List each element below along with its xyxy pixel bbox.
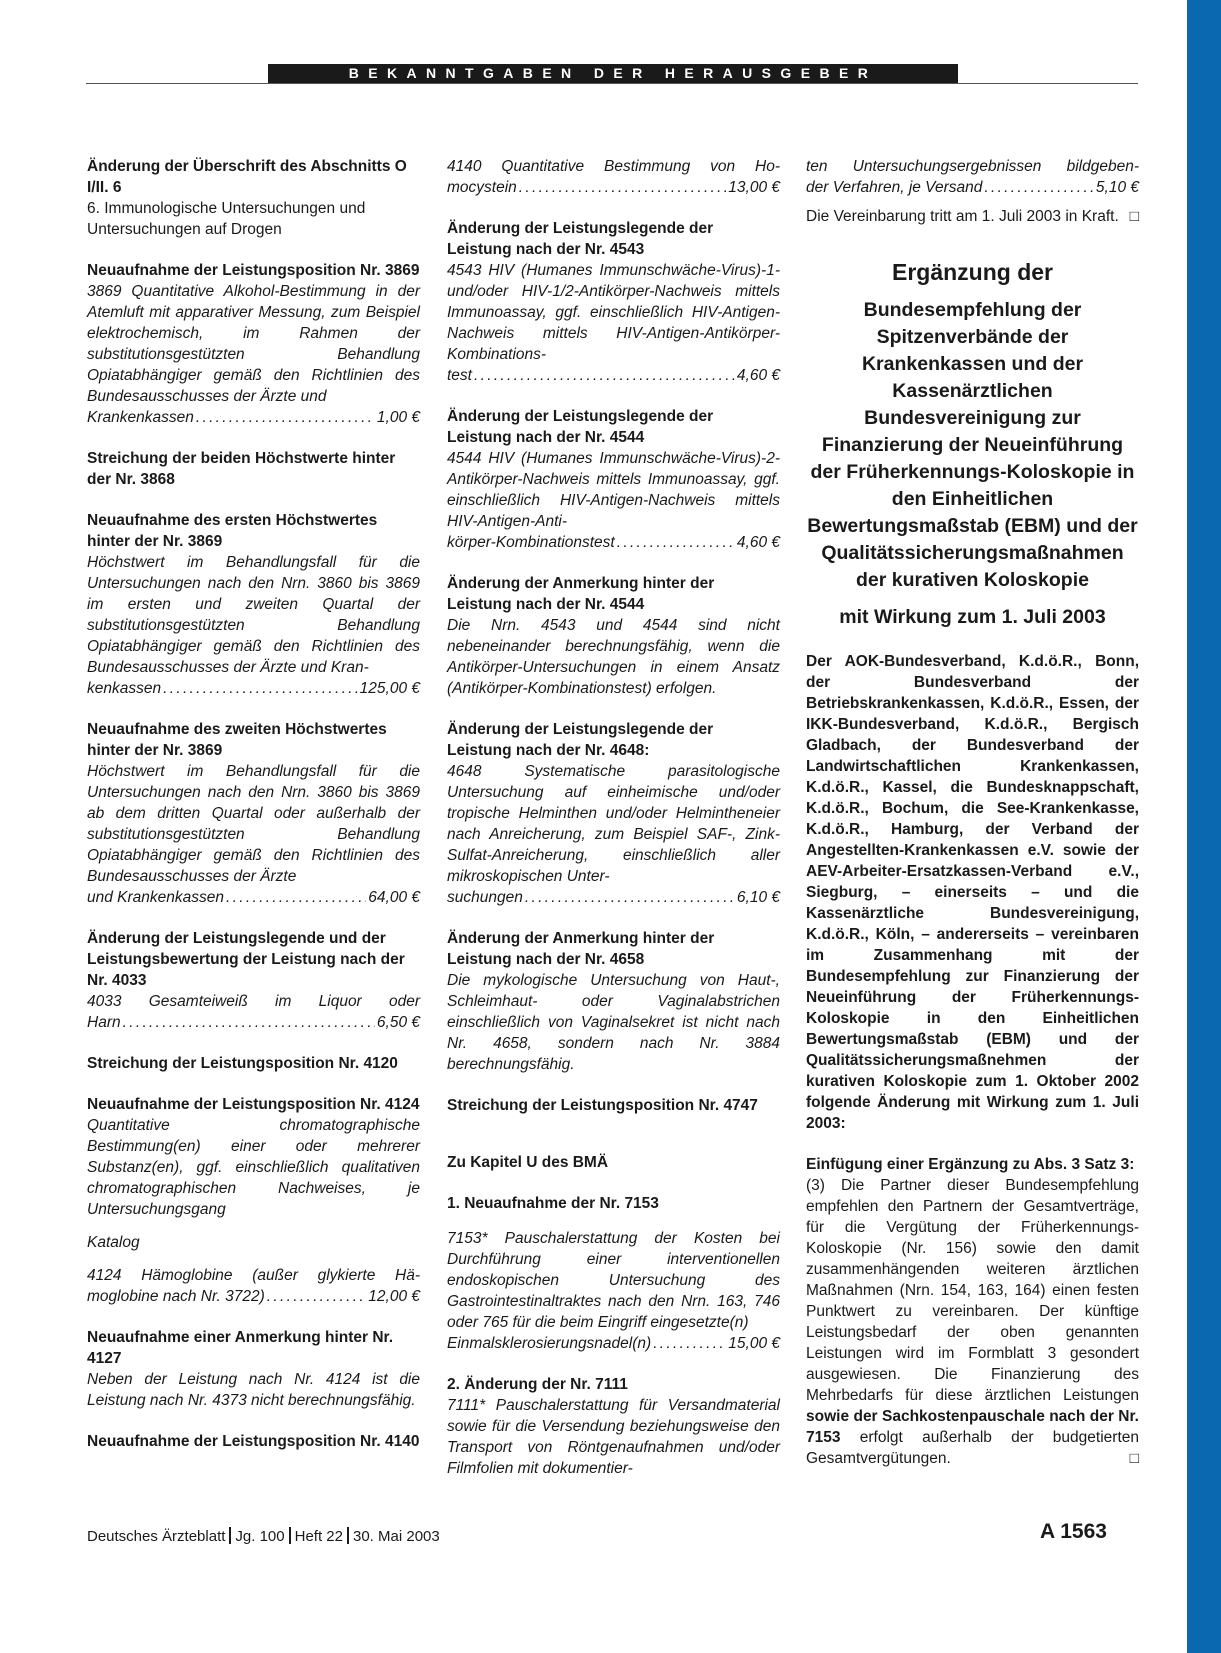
section-text: 4033 Gesamteiweiß im Liquor oder bbox=[87, 993, 420, 1010]
section-heading: 1. Neuaufnahme der Nr. 7153 bbox=[447, 1195, 659, 1212]
article-date-line: mit Wirkung zum 1. Juli 2003 bbox=[839, 606, 1106, 628]
article-subtitle: Bundesempfehlung der Spitzenverbände der Krankenkassen und der Kassenärztlichen Bundesvereinigung zur Finanzierung der Neueinführung der Früherkennungs-Koloskopie in den Einheitlichen Bewertungsmaßstab (EBM) und der Qualitätssicherungsmaßnahmen der kurativen Koloskopie bbox=[807, 299, 1138, 591]
price-line: Einmalsklerosierungsnadel(n) . . . 15,00 € bbox=[447, 1333, 780, 1354]
column-1 bbox=[87, 156, 420, 1452]
price-line: moglobine nach Nr. 3722) . . . 12,00 € bbox=[87, 1286, 420, 1307]
price-line: test . . . 4,60 € bbox=[447, 365, 780, 386]
section-text: 4543 HIV (Humanes Immunschwäche-Virus)-1- und/oder HIV-1/2-Antikörper-Nachweis mittels Immunoassay, ggf. einschließlich HIV-Antigen-Nachweis mittels HIV-Antigen-Antikörper-Kombinations- bbox=[447, 262, 780, 363]
section-heading: Änderung der Leistungslegende der Leistung nach der Nr. 4648: bbox=[447, 721, 714, 759]
section-text: 4124 Hämoglobine (außer glykierte Hä- bbox=[87, 1267, 420, 1284]
section-heading: Neuaufnahme der Leistungsposition Nr. 4140 bbox=[87, 1433, 420, 1450]
price-line: mocystein . . . 13,00 € bbox=[447, 177, 780, 198]
section-text: Die Nrn. 4543 und 4544 sind nicht nebeneinander berechnungsfähig, wenn die Antikörper-Untersuchungen in einem Ansatz (Antikörper-Kombinationstest) erfolgen. bbox=[447, 617, 780, 697]
footer-separator bbox=[229, 1527, 231, 1544]
price-line: kenkassen . . . 125,00 € bbox=[87, 678, 420, 699]
footer-separator bbox=[289, 1527, 291, 1544]
agreement-paragraph: Der AOK-Bundesverband, K.d.ö.R., Bonn, der Bundesverband der Betriebskrankenkassen, K.d.ö.R., Essen, der IKK-Bundesverband, K.d.ö.R., Bergisch Gladbach, der Bundesverband der Landwirtschaftlichen Krankenkassen, K.d.ö.R., Kassel, die Bundesknappschaft, K.d.ö.R., Bochum, die See-Krankenkasse, K.d.ö.R., Hamburg, der Verband der Angestellten-Krankenkassen e.V. sowie der AEV-Arbeiter-Ersatzkassen-Verband e.V., Siegburg, – einerseits – und die Kassenärztliche Bundesvereinigung, K.d.ö.R., Köln, – andererseits – vereinbaren im Zusammenhang mit der Bundesempfehlung zur Finanzierung der Neueinführung der Früherkennungs-Koloskopie in den Einheitlichen Bewertungsmaßstab (EBM) und der Qualitätssicherungsmaßnehmen der kurativen Koloskopie zum 1. Oktober 2002 folgende Änderung mit Wirkung zum 1. Juli 2003: bbox=[806, 653, 1139, 1132]
section-text: ten Untersuchungsergebnissen bildgeben- bbox=[806, 158, 1139, 175]
section-header-band: BEKANNTGABEN DER HERAUSGEBER bbox=[268, 64, 958, 83]
journal-name: Deutsches Ärzteblatt bbox=[87, 1528, 226, 1545]
section-heading: Änderung der Anmerkung hinter der Leistung nach der Nr. 4658 bbox=[447, 930, 715, 968]
chapter-heading: Zu Kapitel U des BMÄ bbox=[447, 1154, 609, 1171]
section-heading: Änderung der Leistungslegende der Leistung nach der Nr. 4543 bbox=[447, 220, 714, 258]
effective-date-text: Die Vereinbarung tritt am 1. Juli 2003 in Kraft. □ bbox=[806, 208, 1139, 225]
section-heading: Änderung der Leistungslegende der Leistung nach der Nr. 4544 bbox=[447, 408, 714, 446]
column-2 bbox=[447, 156, 780, 1479]
section-heading: Änderung der Überschrift des Abschnitts O I/II. 6 bbox=[87, 158, 407, 196]
section-text: Höchstwert im Behandlungsfall für die Untersuchungen nach den Nrn. 3860 bis 3869 ab dem dritten Quartal oder außerhalb der substitutionsgestützten Behandlung Opiatabhängiger gemäß den Richtlinien des Bundesausschusses der Ärzte bbox=[87, 763, 420, 885]
section-text: Quantitative chromatographische Bestimmung(en) einer oder mehrerer Substanz(en), ggf. einschließlich qualitativen chromatographischen Nachweises, je Untersuchungsgang bbox=[87, 1117, 420, 1218]
price-line: körper-Kombinationstest . . . 4,60 € bbox=[447, 532, 780, 553]
section-heading: Einfügung einer Ergänzung zu Abs. 3 Satz 3: bbox=[806, 1156, 1135, 1173]
section-heading: Neuaufnahme einer Anmerkung hinter Nr. 4127 bbox=[87, 1329, 394, 1367]
end-mark-icon: □ bbox=[1129, 208, 1139, 225]
section-text: 7111* Pauschalerstattung für Versandmaterial sowie für die Versendung beziehungsweise den Transport von Röntgenaufnahmen und/oder Filmfolien mit dokumentier- bbox=[447, 1397, 780, 1477]
price-line: Harn . . . 6,50 € bbox=[87, 1012, 420, 1033]
end-mark-icon: □ bbox=[1129, 1450, 1139, 1467]
journal-date: 30. Mai 2003 bbox=[353, 1528, 440, 1545]
section-text: Neben der Leistung nach Nr. 4124 ist die Leistung nach Nr. 4373 nicht berechnungsfähig. bbox=[87, 1371, 420, 1409]
section-heading: Streichung der Leistungsposition Nr. 4120 bbox=[87, 1055, 398, 1072]
section-heading: Neuaufnahme des zweiten Höchstwertes hinter der Nr. 3869 bbox=[87, 721, 387, 759]
section-heading: Änderung der Anmerkung hinter der Leistung nach der Nr. 4544 bbox=[447, 575, 715, 613]
price-line: suchungen . . . 6,10 € bbox=[447, 887, 780, 908]
journal-issue: Heft 22 bbox=[294, 1528, 343, 1545]
section-text: Höchstwert im Behandlungsfall für die Untersuchungen nach den Nrn. 3860 bis 3869 im ersten und zweiten Quartal der substitutionsgestützten Behandlung Opiatabhängiger gemäß den Richtlinien des Bundesausschusses der Ärzte und Kran- bbox=[87, 554, 420, 676]
section-text: 3869 Quantitative Alkohol-Bestimmung in der Atemluft mit apparativer Messung, zum Beispiel elektrochemisch, im Rahmen der substitutionsgestützten Behandlung Opiatabhängiger gemäß den Richtlinien des Bundesausschusses der Ärzte und bbox=[87, 283, 420, 405]
section-heading: Neuaufnahme der Leistungsposition Nr. 4124 bbox=[87, 1096, 420, 1113]
section-heading: Neuaufnahme des ersten Höchstwertes hinter der Nr. 3869 bbox=[87, 512, 378, 550]
section-heading: 2. Änderung der Nr. 7111 bbox=[447, 1376, 628, 1393]
journal-volume: Jg. 100 bbox=[235, 1528, 285, 1545]
section-text: 7153* Pauschalerstattung der Kosten bei Durchführung einer interventionellen endoskopischen Untersuchung des Gastrointestinaltraktes nach den Nrn. 163, 746 oder 765 für die beim Eingriff eingesetzte(n) bbox=[447, 1230, 780, 1331]
page-number: A 1563 bbox=[1040, 1520, 1107, 1543]
footer-citation bbox=[87, 1527, 440, 1545]
section-text: 6. Immunologische Untersuchungen und Untersuchungen auf Drogen bbox=[87, 200, 366, 238]
article-title: Ergänzung der bbox=[891, 259, 1053, 285]
section-heading: Neuaufnahme der Leistungsposition Nr. 3869 bbox=[87, 262, 420, 279]
price-line: der Verfahren, je Versand . . . 5,10 € bbox=[806, 177, 1139, 198]
section-text: 4648 Systematische parasitologische Untersuchung auf einheimische und/oder tropische Helminthen und/oder Helmintheneier nach Anreicherung, zum Beispiel SAF-, Zink-Sulfat-Anreicherung, einschließlich aller mikroskopischen Unter- bbox=[447, 763, 780, 885]
section-heading: Streichung der Leistungsposition Nr. 4747 bbox=[447, 1097, 758, 1114]
catalog-label: Katalog bbox=[87, 1234, 140, 1251]
price-line: Krankenkassen . . . 1,00 € bbox=[87, 407, 420, 428]
section-heading: Streichung der beiden Höchstwerte hinter der Nr. 3868 bbox=[87, 450, 396, 488]
header-rule bbox=[86, 83, 1138, 84]
section-text: Die mykologische Untersuchung von Haut-, Schleimhaut- oder Vaginalabstrichen einschließlich von Vaginalsekret ist nicht nach Nr. 4658, sondern nach Nr. 3884 berechnungsfähig. bbox=[447, 972, 780, 1073]
column-3 bbox=[806, 156, 1139, 1469]
price-line: und Krankenkassen . . . 64,00 € bbox=[87, 887, 420, 908]
section-text: (3) Die Partner dieser Bundesempfehlung empfehlen den Partnern der Gesamtverträge, für die Vergütung der Früherkennungs-Koloskopie (Nr. 156) sowie den damit zusammenhängenden weiteren ärztlichen Maßnahmen (Nrn. 154, 163, 164) einen festen Punktwert zu vereinbaren. Der künftige Leistungsbedarf der oben genannten Leistungen wird im Formblatt 3 gesondert ausgewiesen. Die Finanzierung des Mehrbedarfs für diese ärztlichen Leistungen sowie der Sachkostenpauschale nach der Nr. 7153 erfolgt außerhalb der budgetierten Gesamtvergütungen. □ bbox=[806, 1177, 1139, 1467]
footer-separator bbox=[347, 1527, 349, 1544]
edge-color-bar bbox=[1187, 0, 1221, 1653]
section-text: 4140 Quantitative Bestimmung von Ho- bbox=[447, 158, 780, 175]
section-heading: Änderung der Leistungslegende und der Leistungsbewertung der Leistung nach der Nr. 4033 bbox=[87, 930, 405, 989]
section-text: 4544 HIV (Humanes Immunschwäche-Virus)-2-Antikörper-Nachweis mittels Immunoassay, ggf. einschließlich HIV-Antigen-Nachweis mittels HIV-Antigen-Anti- bbox=[447, 450, 780, 530]
